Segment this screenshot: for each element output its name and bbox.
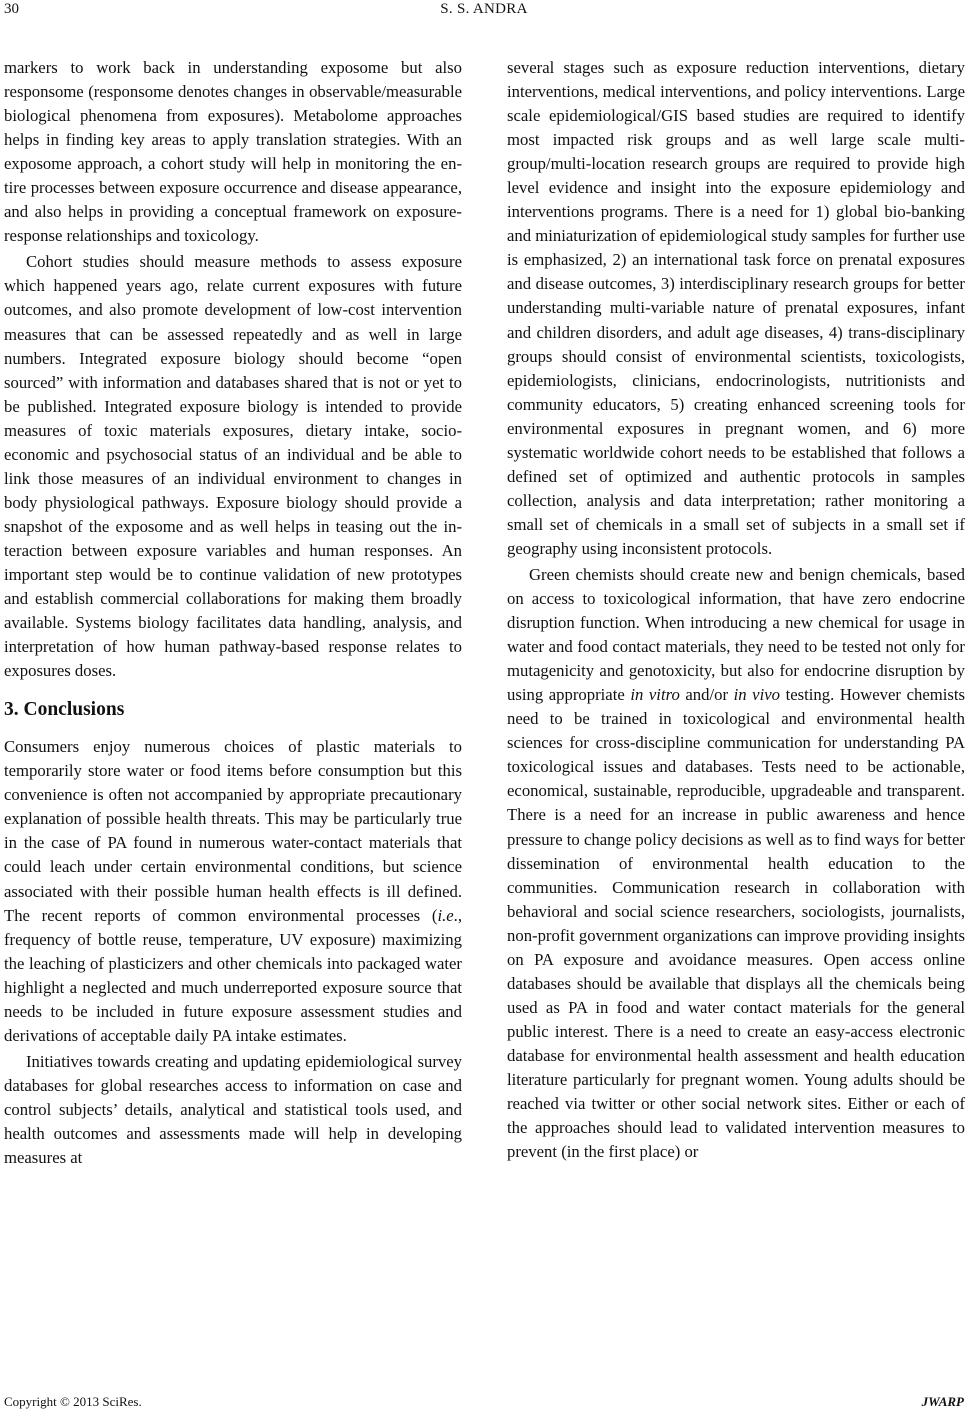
paragraph bbox=[4, 735, 462, 1048]
running-head: S. S. ANDRA bbox=[440, 1, 528, 17]
copyright-notice: Copyright © 2013 SciRes. bbox=[4, 1394, 142, 1409]
left-column bbox=[4, 56, 462, 1170]
right-column bbox=[507, 56, 965, 1164]
italic-text: in vivo bbox=[733, 685, 780, 705]
text-run: testing. However chemists need to be trained in toxicological and environmental health sciences for cross-discipline communication for understanding PA toxicological issues and databases. Tests need to be actionable, economical, sustainable, reproducible, upgradeable and transparent. There is a need for an increase in public awareness and hence pressure to change policy decisions as well as to find ways for better dissemination of environmental health education to the communities. Communication research in collaboration with behavioral and social science researchers, sociologists, journalists, non-profit government organizations can improve providing insights on PA exposure and avoidance measures. Open access online databases should be available that displays all the chemicals being used as PA in food and water contact materials for the general public interest. There is a need to create an easy-access electronic database for environmental health assessment and health education literature particularly for pregnant women. Young adults should be reached via twitter or other social network sites. Either or each of the approaches should lead to validated intervention measures to prevent (in the first place) or bbox=[507, 685, 965, 1162]
paragraph: Initiatives towards creating and updating epidemiological survey databases for global researches access to information on case and control subjects’ details, analytical and statistical tools used, and health outcomes and assessments made will help in developing measures at bbox=[4, 1051, 462, 1168]
italic-text: in vitro bbox=[630, 685, 680, 705]
paragraph: several stages such as exposure reduction interventions, dietary interventions, medical interventions, and policy interventions. Large scale epidemiological/GIS based studies are required to identify most impacted risk groups and as well large scale multi-group/multi-location research groups are required to provide high level evidence and insight into the exposure epidemiology and interventions programs. There is a need for 1) global bio-banking and miniaturization of epidemiological study samples for further use is emphasized, 2) an international task force on prenatal exposures and disease outcomes, 3) interdisciplinary research groups for better understanding multi-variable nature of prenatal exposures, infant and children disorders, and adult age diseases, 4) trans-disciplinary groups should consist of environmental scientists, toxicologists, epidemiologists, clinicians, endocrinologists, nutritionists and community educators, 5) creating enhanced screening tools for environmental exposures in pregnant women, and 6) more systematic worldwide cohort needs to be established that follows a defined set of optimized and authentic protocols in samples collection, analysis and data interpretation; rather monitoring a small set of chemicals in a small set of subjects in a small set if geography using inconsistent protocols. bbox=[507, 58, 965, 558]
text-run: Green chemists should create new and benign chemicals, based on access to toxicological information, that have zero endocrine disruption function. When introducing a new chemical for usage in water and food contact materials, they need to be tested not only for mutagenicity and genotoxicity, but also for endocrine disruption by using appropriate bbox=[507, 564, 965, 705]
paragraph: Cohort studies should measure methods to assess exposure which happened years ago, relate current exposures with future outcomes, and also promote development of low-cost intervention measures that can be assessed repeatedly and as well in large numbers. Integrated exposure biology should become “open sourced” with information and databases shared that is not or yet to be published. Integrated exposure biology is intended to provide measures of toxic materials exposures, dietary intake, socio-economic and psychosocial status of an individual and be able to link those measures of an individual environment to changes in body physiological pathways. Exposure biology should provide a snapshot of the exposome and as well helps in teasing out the interaction between exposure variables and human responses. An important step would be to continue validation of new prototypes and establish commercial collaborations for making them broadly available. Systems biology facilitates data handling, analysis, and interpretation of how human pathway-based response relates to exposures doses. bbox=[4, 252, 462, 681]
text-run: Consumers enjoy numerous choices of plastic materials to temporarily store water or food items before consumption but this convenience is often not accompanied by appropriate precautionary explanation of possible health threats. This may be particularly true in the case of PA found in numerous water-contact materials that could leach under certain environmental conditions, but science associated with their possible human health effects is ill defined. The recent reports of common environmental processes ( bbox=[4, 737, 462, 925]
page-number: 30 bbox=[4, 1, 19, 17]
italic-text: i.e bbox=[437, 905, 454, 925]
text-run: and/or bbox=[679, 685, 734, 705]
text-run: ., frequency of bottle reuse, temperature, UV exposure) maximizing the leaching of plasticizers and other chemicals into packaged water highlight a neglected and much underreported exposure source that needs to be included in future exposure assessment studies and derivations of acceptable daily PA intake estimates. bbox=[4, 905, 462, 1045]
journal-name: JWARP bbox=[921, 1394, 964, 1409]
section-heading: 3. Conclusions bbox=[4, 699, 125, 721]
paragraph bbox=[507, 563, 965, 1164]
paragraph: markers to work back in understanding exposome but also responsome (responsome denotes changes in observable/measurable biological phenomena from exposures). Metabolome approaches helps in finding key areas to apply translation strategies. With an exposome approach, a cohort study will help in monitoring the entire processes between exposure occurrence and disease appearance, and also helps in providing a conceptual framework on exposure-response relationships and toxicology. bbox=[4, 58, 462, 246]
